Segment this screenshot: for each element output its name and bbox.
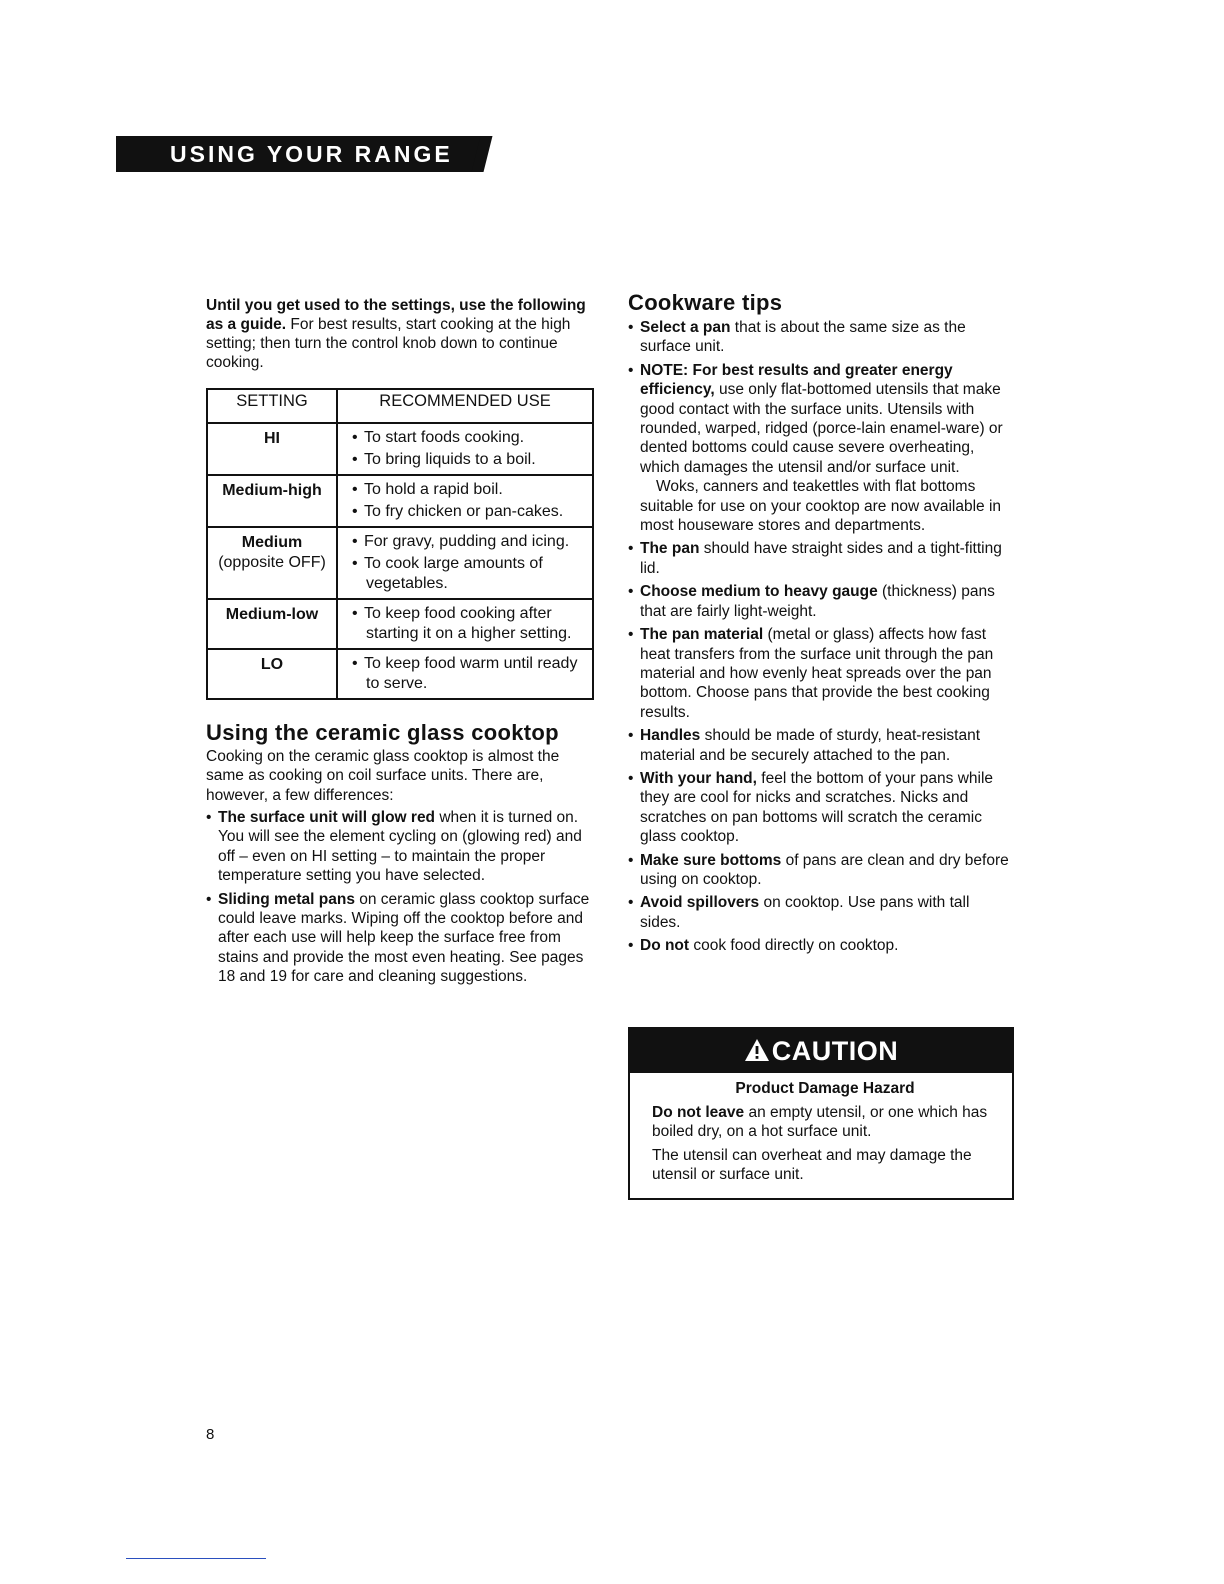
setting-name: Medium (241, 534, 303, 551)
list-item-text: (metal or glass) affects how fast heat transfers from the surface unit through the pan material and how evenly heat spreads over the pan bottom. Choose pans that provide the best cooking results. (640, 626, 994, 721)
setting-name: HI (264, 430, 280, 447)
use-text: To keep food cooking after starting it on a higher setting. (364, 605, 572, 642)
recommended-use-cell (337, 423, 593, 475)
caution-line-1-text: an empty utensil, or one which has boiled dry, on a hot surface unit. (652, 1103, 988, 1140)
bullet-icon: • (628, 540, 634, 558)
use-text: To bring liquids to a boil. (364, 451, 536, 468)
list-item (628, 893, 1014, 932)
setting-cell (207, 423, 337, 475)
list-item-bold: The surface unit will glow red (218, 808, 436, 826)
intro-bold: Until you get used to the settings, use the following as a guide. (206, 297, 586, 333)
caution-header (630, 1029, 1012, 1073)
section-banner (116, 136, 482, 172)
list-item-bold: The pan material (640, 626, 764, 644)
ceramic-heading: Using the ceramic glass cooktop (206, 720, 559, 745)
list-item-bold: The pan (640, 540, 700, 558)
table-row (207, 423, 593, 475)
list-item (628, 318, 1014, 357)
list-item (628, 726, 1014, 765)
list-item (628, 851, 1014, 890)
list-item-bold: Avoid spillovers (640, 894, 760, 912)
list-item-text: feel the bottom of your pans while they are cool for nicks and scratches. Nicks and scratches on pan bottoms will scratch the ceramic glass cooktop. (640, 769, 994, 846)
bullet-icon: • (352, 429, 358, 446)
caution-box (628, 1027, 1014, 1200)
table-row (207, 527, 593, 599)
setting-cell (207, 527, 337, 599)
list-item-bold: Handles (640, 727, 701, 745)
list-item-text: (thickness) pans that are fairly light-weight. (640, 583, 995, 620)
use-text: To start foods cooking. (364, 429, 525, 446)
settings-table-header-row (207, 389, 593, 423)
list-item-bold: Select a pan (640, 319, 731, 336)
list-item (628, 936, 1014, 955)
warning-triangle-icon (744, 1035, 770, 1059)
list-item (628, 539, 1014, 578)
list-item-text: that is about the same size as the surface unit. (640, 319, 966, 356)
use-item (352, 450, 586, 470)
bullet-icon: • (628, 361, 634, 379)
bullet-icon: • (628, 583, 634, 601)
bullet-icon: • (628, 727, 634, 745)
list-item-text: when it is turned on. You will see the element cycling on (glowing red) and off – even on HI setting – to maintain the proper temperature setting you have selected. (218, 808, 582, 885)
list-item-text: cook food directly on cooktop. (689, 937, 899, 955)
list-item (206, 890, 590, 987)
recommended-use-cell (337, 475, 593, 527)
list-item (628, 582, 1014, 621)
bullet-icon: • (352, 503, 358, 520)
recommended-use-cell (337, 649, 593, 699)
list-item (206, 808, 590, 886)
list-item-text: should have straight sides and a tight-fitting lid. (640, 540, 1002, 577)
list-item-bold: NOTE: For best results and greater energy efficiency, (640, 361, 953, 399)
settings-table (206, 388, 594, 700)
use-item (352, 554, 586, 594)
list-item-bold: Choose medium to heavy gauge (640, 583, 878, 601)
bullet-icon: • (352, 533, 358, 550)
bullet-icon: • (628, 626, 634, 644)
list-item-text: use only flat-bottomed utensils that make good contact with the surface units. Utensils with rounded, warped, ridged (porce-lain enamel-ware) or dented bottoms could cause severe overheating, which damages the utensil and/or surface unit. (640, 381, 1003, 476)
list-item-text: should be made of sturdy, heat-resistant material and be securely attached to the pan. (640, 727, 981, 764)
caution-subheading: Product Damage Hazard (735, 1080, 915, 1097)
bullet-icon: • (352, 451, 358, 468)
use-item (352, 532, 586, 552)
list-item-bold: With your hand, (640, 769, 757, 787)
use-item (352, 654, 586, 694)
bullet-icon: • (628, 894, 634, 912)
bullet-icon: • (628, 937, 634, 955)
banner-title: USING YOUR RANGE (170, 141, 453, 167)
caution-title-wrap (630, 1033, 1012, 1069)
recommended-use-cell (337, 527, 593, 599)
left-column (206, 296, 590, 991)
setting-cell (207, 649, 337, 699)
setting-cell (207, 475, 337, 527)
bullet-icon: • (628, 851, 634, 869)
right-column (628, 290, 1014, 960)
setting-name: Medium-high (222, 482, 322, 499)
list-item (628, 361, 1014, 536)
use-text: To hold a rapid boil. (364, 481, 503, 498)
list-item-text: on ceramic glass cooktop surface could leave marks. Wiping off the cooktop before and after each use will help keep the surface free from stains and provide the most even heating. See pages 18 and 19 for care and cleaning suggestions. (218, 890, 590, 986)
caution-body (630, 1073, 1012, 1185)
use-text: To cook large amounts of vegetables. (364, 555, 543, 592)
use-text: To fry chicken or pan-cakes. (364, 503, 564, 520)
table-row (207, 475, 593, 527)
list-item-bold: Do not (640, 937, 690, 955)
bullet-icon: • (352, 481, 358, 498)
banner-notch-decoration (472, 136, 493, 172)
list-item (628, 769, 1014, 847)
intro-paragraph (206, 296, 590, 372)
cookware-heading: Cookware tips (628, 290, 783, 315)
intro-text: For best results, start cooking at the high setting; then turn the control knob down to continue cooking. (206, 316, 571, 371)
table-row (207, 649, 593, 699)
list-item-bold: Sliding metal pans (218, 890, 355, 908)
list-item-bold: Make sure bottoms (640, 851, 782, 869)
use-item (352, 502, 586, 522)
list-item-text: on cooktop. Use pans with tall sides. (640, 894, 970, 931)
use-item (352, 604, 586, 644)
caution-title: CAUTION (771, 1036, 899, 1066)
caution-line-1-bold: Do not leave (652, 1103, 745, 1121)
settings-table-body (207, 423, 593, 699)
page-number: 8 (206, 1426, 215, 1443)
bullet-icon: • (206, 890, 212, 908)
bullet-icon: • (628, 319, 634, 336)
setting-note: (opposite OFF) (218, 554, 326, 571)
setting-name: LO (260, 656, 284, 673)
bullet-icon: • (352, 605, 358, 622)
header-setting: SETTING (207, 389, 337, 423)
list-item (628, 625, 1014, 722)
caution-line-2: The utensil can overheat and may damage the utensil or surface unit. (652, 1146, 972, 1183)
ceramic-bullet-list (206, 808, 590, 987)
use-item (352, 428, 586, 448)
use-text: To keep food warm until ready to serve. (364, 655, 578, 692)
cookware-bullet-list (628, 318, 1014, 956)
list-item-text: of pans are clean and dry before using on cooktop. (640, 851, 1009, 888)
footer-rule (126, 1558, 266, 1559)
list-item-subparagraph: Woks, canners and teakettles with flat bottoms suitable for use on your cooktop are now available in most houseware stores and departments. (640, 478, 1002, 535)
use-item (352, 480, 586, 500)
table-row (207, 599, 593, 649)
caution-line-1 (652, 1103, 998, 1142)
use-text: For gravy, pudding and icing. (364, 533, 570, 550)
recommended-use-cell (337, 599, 593, 649)
setting-cell (207, 599, 337, 649)
bullet-icon: • (352, 655, 358, 672)
bullet-icon: • (206, 808, 212, 826)
header-recommended-use: RECOMMENDED USE (337, 389, 593, 423)
ceramic-intro: Cooking on the ceramic glass cooktop is almost the same as cooking on coil surface units. There are, however, a few differences: (206, 748, 560, 804)
bullet-icon: • (352, 555, 358, 572)
bullet-icon: • (628, 769, 634, 787)
setting-name: Medium-low (225, 606, 319, 623)
